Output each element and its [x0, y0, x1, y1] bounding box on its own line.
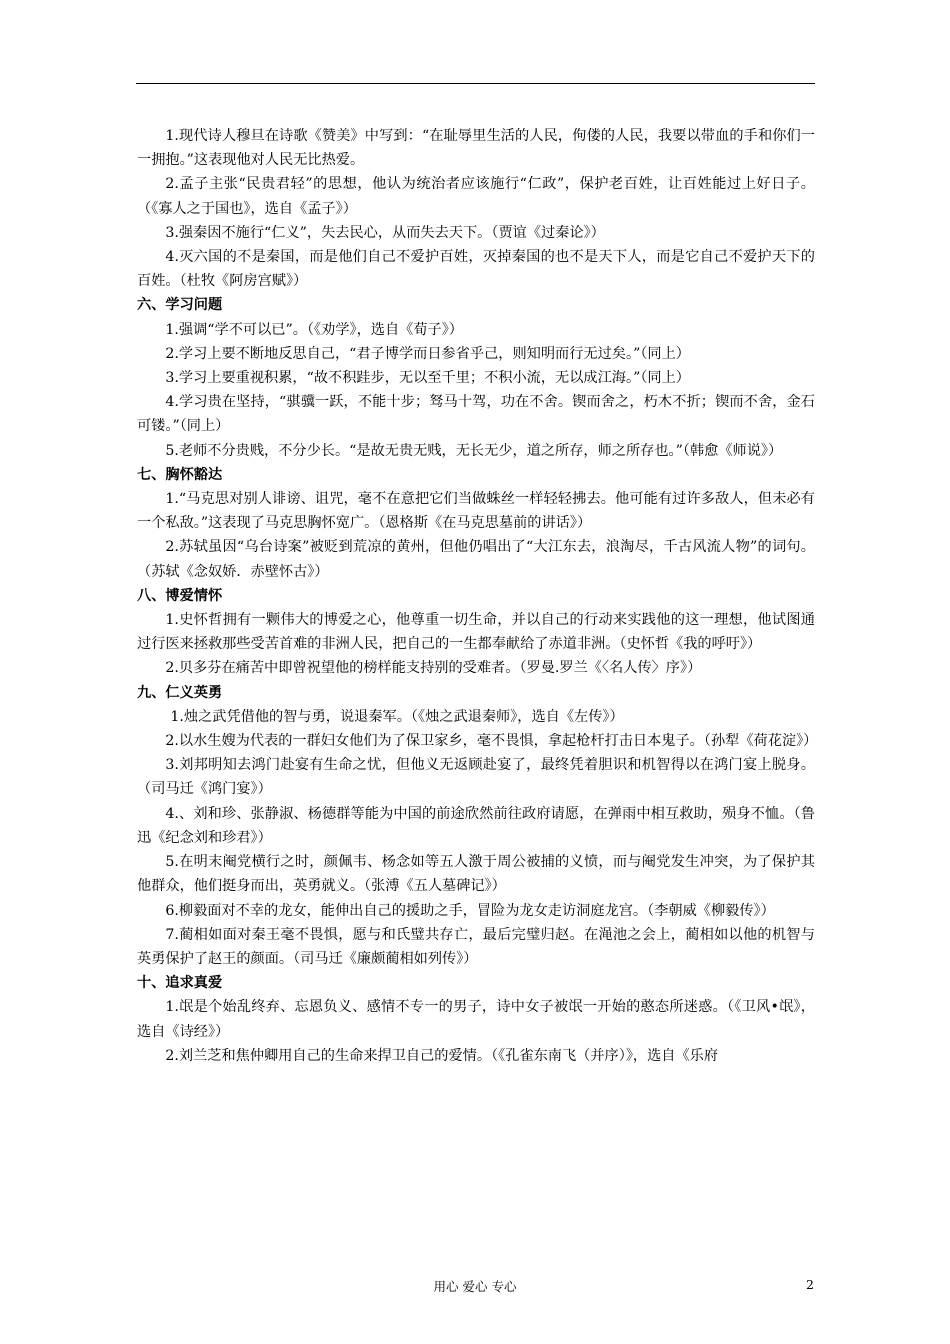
page-number: 2 [806, 1277, 814, 1292]
paragraph: 1.现代诗人穆旦在诗歌《赞美》中写到：“在耻辱里生活的人民，佝偻的人民，我要以带血的手和你们一一拥抱。”这表现他对人民无比热爱。 [137, 128, 815, 169]
paragraph: 6.柳毅面对不幸的龙女，能伸出自己的援助之手，冒险为龙女走访洞庭龙宫。（李朝威《柳毅传》） [165, 902, 775, 919]
paragraph: 1.“马克思对别人诽谤、诅咒，毫不在意把它们当做蛛丝一样轻轻拂去。他可能有过许多敌人，但未必有一个私敌。”这表现了马克思胸怀宽广。（恩格斯《在马克思墓前的讲话》） [137, 491, 815, 532]
paragraph: 1.史怀哲拥有一颗伟大的博爱之心，他尊重一切生命，并以自己的行动来实践他的这一理想，他试图通过行医来拯救那些受苦首难的非洲人民，把自己的一生都奉献给了赤道非洲。（史怀哲《我的呼吁》） [137, 612, 815, 653]
paragraph: 4.学习贵在坚持，“骐骥一跃，不能十步；驽马十驾，功在不舍。锲而舍之，朽木不折；锲而不舍，金石可镂。”（同上） [137, 394, 815, 435]
paragraph: 5.老师不分贵贱，不分少长。“是故无贵无贱，无长无少，道之所存，师之所存也。”（韩愈《师说》） [165, 442, 783, 459]
section-heading: 六、学习问题 [137, 297, 223, 314]
header-rule [136, 83, 815, 84]
paragraph: 2.苏轼虽因“乌台诗案”被贬到荒凉的黄州，但他仍唱出了“大江东去，浪淘尽，千古风流人物”的词句。（苏轼《念奴娇．赤壁怀古》） [137, 539, 815, 580]
section-heading: 十、追求真爱 [137, 975, 223, 992]
document-body [137, 124, 818, 1068]
paragraph: 3.刘邦明知去鸿门赴宴有生命之忧，但他义无返顾赴宴了，最终凭着胆识和机智得以在鸿门宴上脱身。（司马迁《鸿门宴》） [137, 757, 815, 798]
section-heading: 七、胸怀豁达 [137, 466, 223, 483]
section-heading: 九、仁义英勇 [137, 684, 223, 701]
paragraph: 2.以水生嫂为代表的一群妇女他们为了保卫家乡，毫不畏惧，拿起枪杆打击日本鬼子。（孙犁《荷花淀》） [165, 733, 818, 750]
paragraph: 3.强秦因不施行“仁义”，失去民心，从而失去天下。（贾谊《过秦论》） [165, 224, 605, 241]
paragraph: 5.在明末阉党横行之时，颜佩韦、杨念如等五人激于周公被捕的义愤，而与阉党发生冲突，为了保护其他群众，他们挺身而出，英勇就义。（张溥《五人墓碑记》） [137, 854, 815, 895]
paragraph: 2.孟子主张“民贵君轻”的思想，他认为统治者应该施行“仁政”，保护老百姓，让百姓能过上好日子。（《寡人之于国也》，选自《孟子》） [137, 176, 815, 217]
paragraph: 1.强调“学不可以已”。（《劝学》，选自《荀子》） [165, 321, 463, 338]
paragraph: 4.灭六国的不是秦国，而是他们自己不爱护百姓，灭掉秦国的也不是天下人，而是它自己不爱护天下的百姓。（杜牧《阿房宫赋》） [137, 249, 815, 290]
paragraph: 2.刘兰芝和焦仲卿用自己的生命来捍卫自己的爱情。（《孔雀东南飞（并序）》，选自《乐府 [165, 1047, 719, 1064]
paragraph: 1.氓是个始乱终弃、忘恩负义、感情不专一的男子，诗中女子被氓一开始的憨态所迷惑。（《卫风•氓》，选自《诗经》） [137, 999, 815, 1040]
paragraph: 2.学习上要不断地反思自己，“君子博学而日参省乎己，则知明而行无过矣。”（同上） [165, 345, 690, 362]
paragraph: 4.、刘和珍、张静淑、杨德群等能为中国的前途欣然前往政府请愿，在弹雨中相互救助，殒身不恤。（鲁迅《纪念刘和珍君》） [137, 805, 815, 846]
paragraph: 1.烛之武凭借他的智与勇，说退秦军。（《烛之武退秦师》，选自《左传》） [170, 708, 624, 725]
paragraph: 2.贝多芬在痛苦中即曾祝望他的榜样能支持别的受难者。（罗曼.罗兰《〈名人传〉序》） [165, 660, 702, 677]
footer-slogan: 用心 爱心 专心 [433, 1279, 517, 1294]
section-heading: 八、博爱情怀 [137, 587, 223, 604]
paragraph: 7.蔺相如面对秦王毫不畏惧，愿与和氏璧共存亡，最后完璧归赵。在渑池之会上，蔺相如以他的机智与英勇保护了赵王的颜面。（司马迁《廉颇蔺相如列传》） [137, 926, 815, 967]
paragraph: 3.学习上要重视积累，“故不积跬步，无以至千里；不积小流，无以成江海。”（同上） [165, 370, 690, 387]
